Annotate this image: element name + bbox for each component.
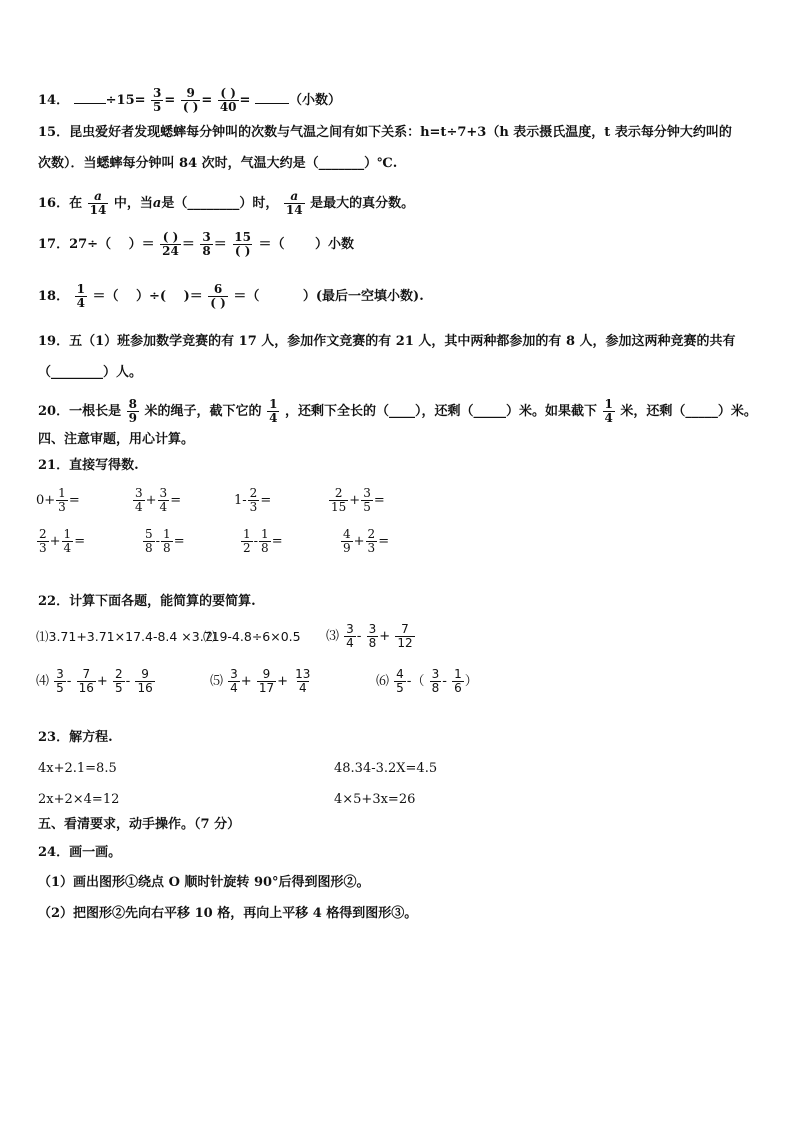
- q21-item-2: $\frac{3}{4}$ + $\frac{3}{4}$ =: [135, 486, 182, 514]
- q22-part-2: ⑵ 9-4.8÷6×0.5: [203, 629, 301, 644]
- question-18: 18． $\frac{1}{4}$ ＝（ ）÷( )＝ 6 ( ) ＝（ ）(最后一空填小数).: [38, 282, 424, 310]
- question-24-title: 24．画一画。: [38, 845, 122, 860]
- question-14: 14． ÷15= $\frac{3}{5}$ = 9 ( ) = ( ) 40 = （小数）: [38, 86, 341, 114]
- question-20: 20．一根长是 $\frac{8}{9}$ 米的绳子，截下它的 $\frac{1}{4}$ ，还剩下全长的（____），还剩（_____）米。如果截下 $\frac{1}{4}$ 米，还剩（_____）米。: [38, 397, 757, 425]
- question-19-line1: 19．五（1）班参加数学竞赛的有 17 人，参加作文竞赛的有 21 人，其中两种都参加的有 8 人，参加这两种竞赛的共有: [38, 334, 736, 349]
- section-4-heading: 四、注意审题，用心计算。: [38, 432, 195, 447]
- q21-item-7: $\frac{1}{2}$ - $\frac{1}{8}$ =: [243, 527, 283, 555]
- question-15-line2: 次数）．当蟋蟀每分钟叫 84 次时，气温大约是（_______）℃.: [38, 156, 398, 171]
- question-17: 17．27÷（ ）＝ ( ) 24 ＝ $\frac{3}{8}$ ＝ 15 ( ) ＝（ ）小数: [38, 230, 355, 258]
- q21-item-3: 1- $\frac{2}{3}$ =: [234, 486, 272, 514]
- q21-item-8: $\frac{4}{9}$ + $\frac{2}{3}$ =: [343, 527, 390, 555]
- equation-2: 48.34-3.2X=4.5: [334, 761, 438, 776]
- question-21-title: 21．直接写得数.: [38, 458, 139, 473]
- equation-3: 2x+2×4=12: [38, 792, 120, 807]
- question-16: 16．在 $\frac{a}{14}$ 中，当a是（________）时， $\frac{a}{14}$ 是最大的真分数。: [38, 189, 415, 217]
- q21-item-1: 0+ $\frac{1}{3}$ =: [36, 486, 80, 514]
- question-23-title: 23．解方程.: [38, 730, 113, 745]
- q21-item-5: $\frac{2}{3}$ + $\frac{1}{4}$ =: [39, 527, 86, 555]
- q21-item-4: $\frac{2}{15}$ + $\frac{3}{5}$ =: [331, 486, 385, 514]
- q22-part-3: ⑶ $\frac{3}{4}$ - $\frac{3}{8}$ + $\frac{7}{12}$: [326, 622, 413, 650]
- equation-4: 4×5+3x=26: [334, 792, 416, 807]
- q21-item-6: $\frac{5}{8}$ - $\frac{1}{8}$ =: [145, 527, 185, 555]
- q22-part-5: ⑸ $\frac{3}{4}$ + $\frac{9}{17}$ + $\frac{13}{4}$: [210, 667, 311, 695]
- q22-part-1: ⑴3.71+3.71×17.4-8.4 ×3.71: [36, 629, 220, 644]
- q22-part-6: ⑹ $\frac{4}{5}$ -（ $\frac{3}{8}$ - $\frac{1}{6}$ ）: [376, 667, 478, 695]
- question-19-line2: （________）人。: [38, 365, 143, 380]
- question-24-step-2: （2）把图形②先向右平移 10 格，再向上平移 4 格得到图形③。: [38, 906, 418, 921]
- section-5-heading: 五、看清要求，动手操作。（7 分）: [38, 817, 241, 832]
- question-24-step-1: （1）画出图形①绕点 O 顺时针旋转 90°后得到图形②。: [38, 875, 370, 890]
- question-15-line1: 15．昆虫爱好者发现蟋蟀每分钟叫的次数与气温之间有如下关系：h=t÷7+3（h 表示摄氏温度，t 表示每分钟大约叫的: [38, 125, 732, 140]
- question-22-title: 22．计算下面各题，能简算的要简算.: [38, 594, 256, 609]
- q22-part-4: ⑷ $\frac{3}{5}$ - $\frac{7}{16}$ + $\frac{2}{5}$ - $\frac{9}{16}$: [36, 667, 153, 695]
- equation-1: 4x+2.1=8.5: [38, 761, 117, 776]
